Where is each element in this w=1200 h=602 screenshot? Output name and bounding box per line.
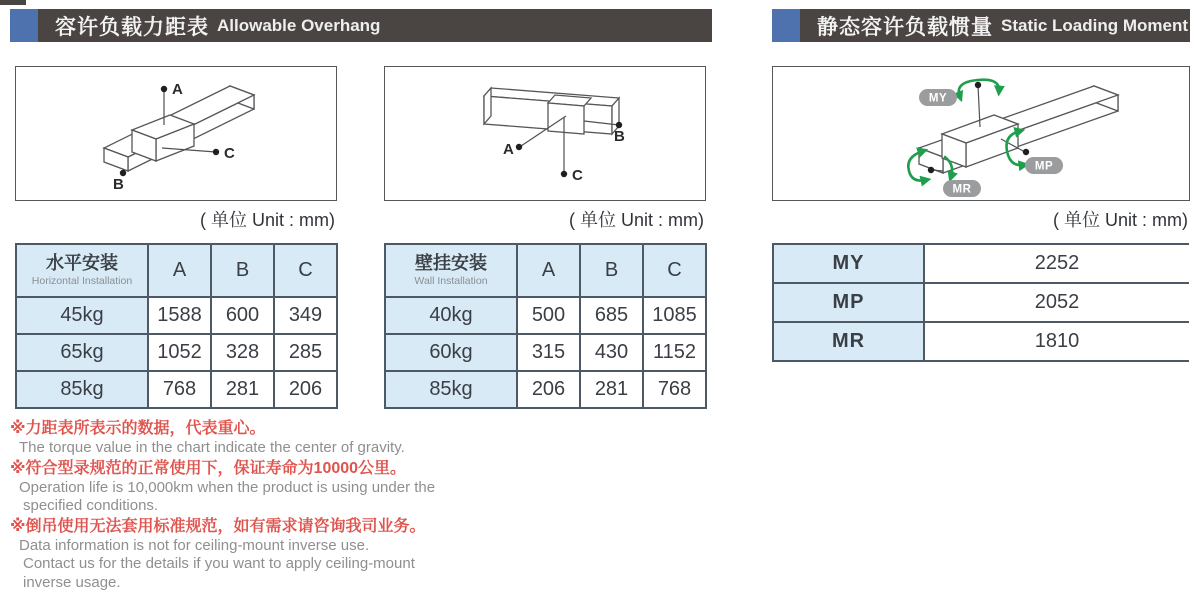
table-row [385, 297, 706, 334]
value-b: 281 [211, 371, 274, 408]
value-c: 285 [274, 334, 337, 371]
section-header-static-loading-moment [772, 9, 1190, 42]
top-left-tick [0, 0, 26, 5]
value-a: 500 [517, 297, 580, 334]
diagram-horizontal-installation [15, 66, 337, 201]
value-c: 206 [274, 371, 337, 408]
table-row [16, 334, 337, 371]
dim-point-a [161, 86, 167, 92]
mp-pill-label: MP [1034, 160, 1054, 173]
table-title-en: Wall Installation [414, 274, 488, 287]
diagram-static-moment [772, 66, 1190, 201]
label-c: C [572, 167, 583, 184]
value-b: 281 [580, 371, 643, 408]
value-c: 349 [274, 297, 337, 334]
section-header-allowable-overhang [10, 9, 712, 42]
label-a: A [172, 81, 183, 98]
load-label: 45kg [16, 297, 148, 334]
footnotes [10, 418, 490, 592]
table-title-en: Horizontal Installation [31, 274, 133, 287]
table-row [16, 371, 337, 408]
mp-pill [1025, 157, 1063, 174]
table-title-zh: 壁挂安装 [415, 253, 487, 274]
header-title-zh: 容许负载力距表 [55, 15, 209, 39]
mr-pill-label: MR [952, 183, 972, 196]
moment-label: MY [773, 244, 924, 283]
dim-point-c [213, 149, 219, 155]
moment-value: 1810 [924, 322, 1189, 361]
note-zh: ※力距表所表示的数据，代表重心。 [10, 420, 266, 437]
load-label: 85kg [385, 371, 517, 408]
note-en: Data information is not for ceiling-mount inverse use. [19, 536, 370, 554]
label-c: C [224, 145, 235, 162]
carriage-block [132, 115, 194, 161]
header-title-zh: 静态容许负载惯量 [817, 15, 993, 39]
rail-moment-drawing [773, 67, 1189, 200]
mr-pill [943, 180, 981, 197]
label-b: B [113, 176, 124, 193]
moment-label: MP [773, 283, 924, 322]
column-header-b: B [580, 244, 643, 297]
column-header-c: C [274, 244, 337, 297]
wall-installation-table [384, 243, 707, 409]
table-row [385, 371, 706, 408]
table-title-cell [16, 244, 148, 297]
value-a: 1052 [148, 334, 211, 371]
carriage-block [548, 95, 591, 134]
unit-label: ( 单位 Unit : mm) [569, 210, 704, 230]
value-a: 315 [517, 334, 580, 371]
table-title-zh: 水平安装 [46, 253, 118, 274]
value-a: 206 [517, 371, 580, 408]
mp-point [1023, 149, 1029, 155]
static-moment-table [772, 243, 1189, 362]
label-b: B [614, 128, 625, 145]
value-c: 1085 [643, 297, 706, 334]
value-a: 1588 [148, 297, 211, 334]
header-title-en: Static Loading Moment [1001, 15, 1188, 35]
my-pill-label: MY [928, 92, 948, 105]
value-b: 328 [211, 334, 274, 371]
table-title-cell [385, 244, 517, 297]
load-label: 85kg [16, 371, 148, 408]
table-row [773, 322, 1189, 361]
label-a: A [503, 141, 514, 158]
column-header-a: A [517, 244, 580, 297]
mr-point [928, 167, 934, 173]
column-header-b: B [211, 244, 274, 297]
note-en: Operation life is 10,000km when the product is using under the [19, 478, 436, 496]
note-en: Contact us for the details if you want to apply ceiling-mount [23, 555, 415, 572]
table-row [773, 283, 1189, 322]
diagram-wall-installation [384, 66, 706, 201]
load-label: 60kg [385, 334, 517, 371]
load-label: 40kg [385, 297, 517, 334]
moment-value: 2052 [924, 283, 1189, 322]
load-label: 65kg [16, 334, 148, 371]
value-a: 768 [148, 371, 211, 408]
unit-label: ( 单位 Unit : mm) [1053, 210, 1188, 230]
rail-isometric-drawing [16, 67, 336, 200]
note-zh: ※符合型录规范的正常使用下，保证寿命为10000公里。 [10, 459, 407, 477]
my-point [975, 82, 981, 88]
value-b: 685 [580, 297, 643, 334]
table-row [773, 244, 1189, 283]
unit-label: ( 单位 Unit : mm) [200, 210, 335, 230]
value-b: 430 [580, 334, 643, 371]
dim-point-a [516, 144, 522, 150]
note-zh: ※倒吊使用无法套用标准规范，如有需求请咨询我司业务。 [10, 517, 426, 535]
moment-label: MR [773, 322, 924, 361]
rail-side-drawing [385, 67, 705, 200]
header-title-en: Allowable Overhang [217, 15, 381, 35]
header-accent-square [10, 9, 38, 42]
note-en: The torque value in the chart indicate the center of gravity. [19, 439, 405, 456]
value-c: 1152 [643, 334, 706, 371]
column-header-a: A [148, 244, 211, 297]
note-en: inverse usage. [23, 573, 121, 591]
my-pill [919, 89, 957, 106]
dim-point-c [561, 171, 567, 177]
column-header-c: C [643, 244, 706, 297]
table-row [385, 334, 706, 371]
note-en: specified conditions. [23, 497, 159, 514]
value-b: 600 [211, 297, 274, 334]
value-c: 768 [643, 371, 706, 408]
table-row [16, 297, 337, 334]
header-accent-square [772, 9, 800, 42]
moment-value: 2252 [924, 244, 1189, 283]
horizontal-installation-table [15, 243, 338, 409]
